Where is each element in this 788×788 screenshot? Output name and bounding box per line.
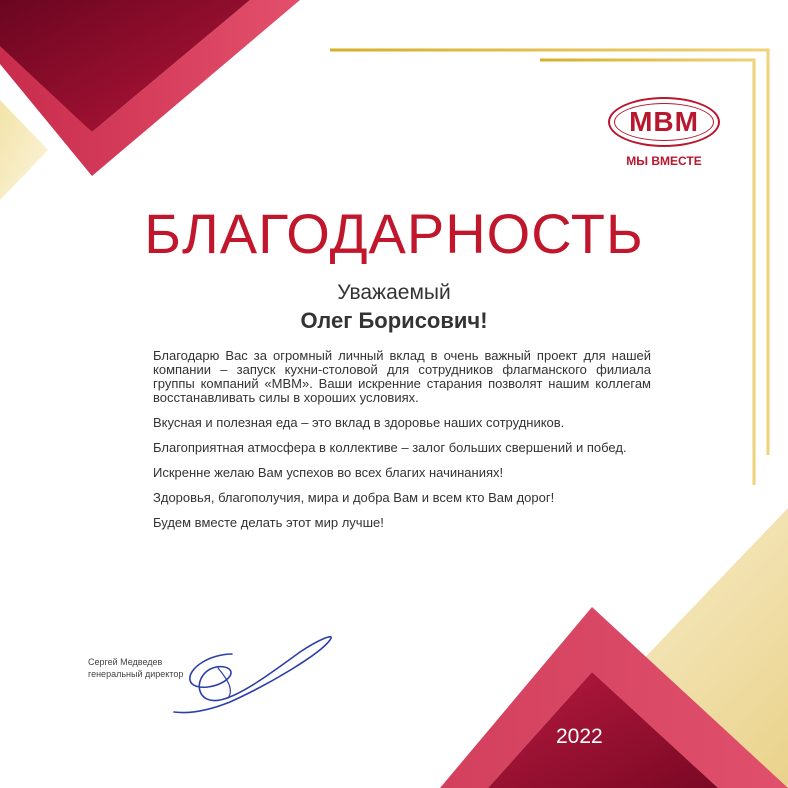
year: 2022 — [556, 725, 603, 748]
gold-corner-top-left — [0, 100, 48, 200]
greeting: Уважаемый — [337, 281, 451, 304]
recipient-name: Олег Борисович! — [300, 308, 488, 333]
logo-emblem — [608, 97, 720, 147]
paragraph: Вкусная и полезная еда – это вклад в здоровье наших сотрудников. — [153, 415, 565, 430]
paragraph: Благоприятная атмосфера в коллективе – залог больших свершений и побед. — [153, 440, 627, 455]
certificate-title: БЛАГОДАРНОСТЬ — [144, 202, 644, 265]
logo-tagline: МЫ ВМЕСТЕ — [626, 154, 702, 168]
paragraph: Здоровья, благополучия, мира и добра Вам и всем кто Вам дорог! — [153, 490, 555, 505]
handwritten-signature — [170, 628, 370, 718]
signatory-role: генеральный директор — [88, 669, 184, 679]
company-logo — [604, 97, 724, 168]
logo-mark: МВМ — [629, 106, 699, 137]
paragraph: Благодарю Вас за огромный личный вклад в очень важный проект для нашей компании – запуск кухни-столовой для сотрудников флагманского филиала группы компаний «МВМ». Ваши искренние старания позволят нашим коллегам восстанавливать силы в хороших условиях. — [153, 348, 651, 405]
signatory-name: Сергей Медведев — [88, 657, 163, 667]
paragraph: Будем вместе делать этот мир лучше! — [153, 515, 384, 530]
paragraph: Искренне желаю Вам успехов во всех благих начинаниях! — [153, 465, 504, 480]
letter-body — [153, 349, 651, 541]
